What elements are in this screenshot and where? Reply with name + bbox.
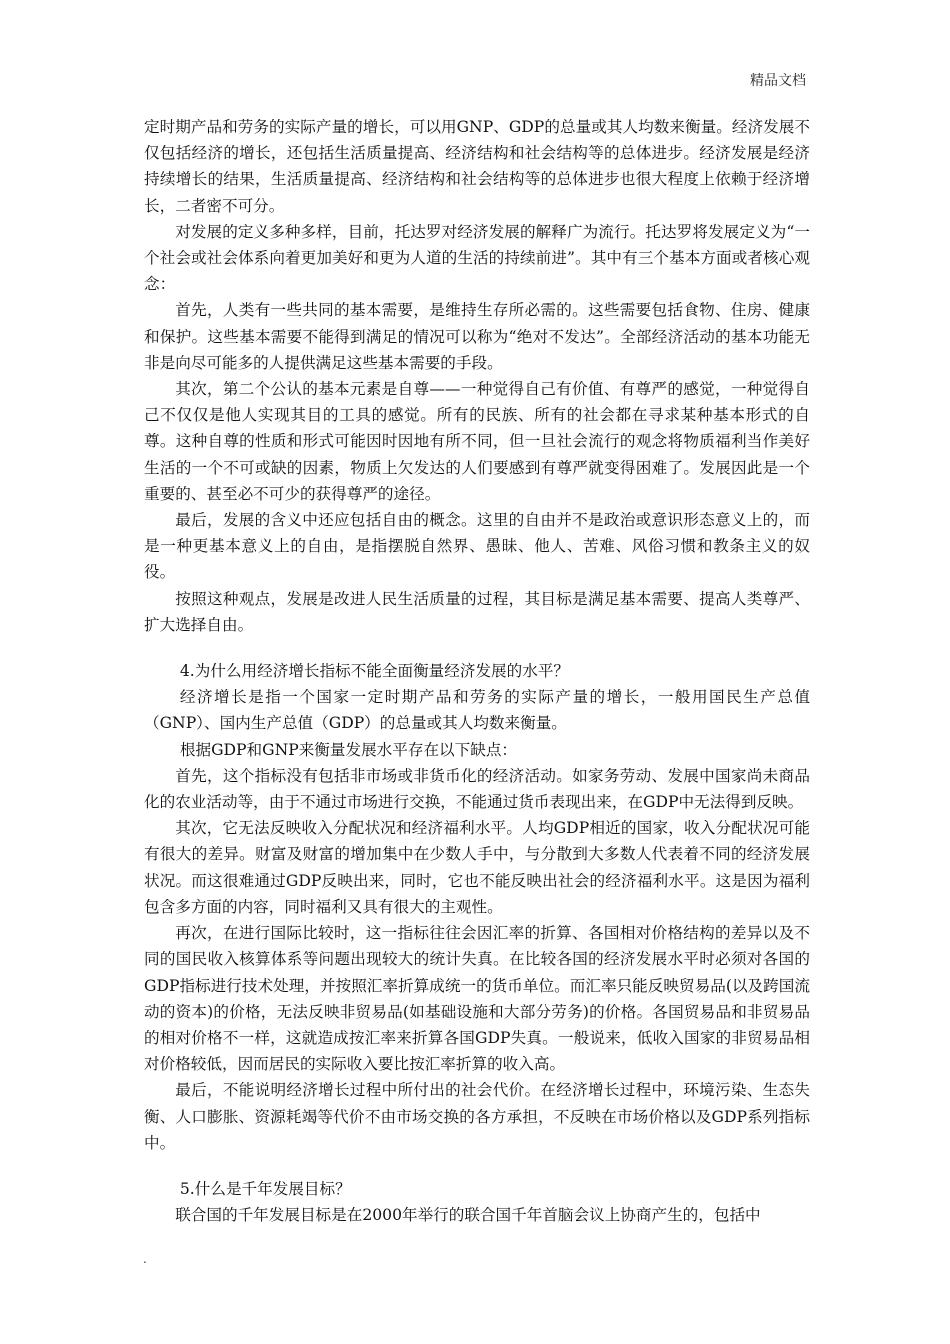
paragraph: 再次，在进行国际比较时，这一指标往往会因汇率的折算、各国相对价格结构的差异以及不同的国民收入核算体系等问题出现较大的统计失真。在比较各国的经济发展水平时必须对各国的GDP指标进行技术处理，并按照汇率折算成统一的货币单位。而汇率只能反映贸易品(以及跨国流动的资本)的价格，无法反映非贸易品(如基础设施和大部分劳务)的价格。各国贸易品和非贸易品的相对价格不一样，这就造成按汇率来折算各国GDP失真。一般说来，低收入国家的非贸易品相对价格较低，因而居民的实际收入要比按汇率折算的收入高。	[144, 924, 810, 1074]
paragraph: 首先，人类有一些共同的基本需要，是维持生存所必需的。这些需要包括食物、住房、健康和保护。这些基本需要不能得到满足的情况可以称为“绝对不发达”。全部经济活动的基本功能无非是向尽可能多的人提供满足这些基本需要的手段。	[144, 301, 810, 372]
paragraph: 对发展的定义多种多样，目前，托达罗对经济发展的解释广为流行。托达罗将发展定义为“一个社会或社会体系向着更加美好和更为人道的生活的持续前进”。其中有三个基本方面或者核心观念：	[144, 222, 810, 294]
paragraph: 经济增长是指一个国家一定时期产品和劳务的实际产量的增长，一般用国民生产总值（GNP）、国内生产总值（GDP）的总量或其人均数来衡量。	[144, 688, 810, 733]
paragraph: 其次，第二个公认的基本元素是自尊——一种觉得自己有价值、有尊严的感觉，一种觉得自己不仅仅是他人实现其目的工具的感觉。所有的民族、所有的社会都在寻求某种基本形式的自尊。这种自尊的性质和形式可能因时因地有所不同，但一旦社会流行的观念将物质福利当作美好生活的一个不可或缺的因素，物质上欠发达的人们要感到有尊严就变得困难了。发展因此是一个重要的、甚至必不可少的获得尊严的途径。	[144, 380, 810, 503]
paragraph: 根据GDP和GNP来衡量发展水平存在以下缺点：	[179, 740, 518, 759]
paragraph: 定时期产品和劳务的实际产量的增长，可以用GNP、GDP的总量或其人均数来衡量。经济发展不仅包括经济的增长，还包括生活质量提高、经济结构和社会结构等的总体进步。经济发展是经济持续增长的结果，生活质量提高、经济结构和社会结构等的总体进步也很大程度上依赖于经济增长，二者密不可分。	[144, 118, 810, 215]
section-heading: 5.什么是千年发展目标？	[179, 1179, 351, 1198]
footer-mark: .	[143, 1252, 147, 1266]
paragraph: 按照这种观点，发展是改进人民生活质量的过程，其目标是满足基本需要、提高人类尊严、扩大选择自由。	[144, 589, 810, 634]
paragraph: 最后，发展的含义中还应包括自由的概念。这里的自由并不是政治或意识形态意义上的，而是一种更基本意义上的自由，是指摆脱自然界、愚昧、他人、苦难、风俗习惯和教条主义的奴役。	[144, 511, 810, 582]
document-body	[144, 114, 810, 1228]
section-heading: 4.为什么用经济增长指标不能全面衡量经济发展的水平？	[179, 662, 570, 681]
page-header-label: 精品文档	[750, 73, 806, 89]
paragraph: 首先，这个指标没有包括非市场或非货币化的经济活动。如家务劳动、发展中国家尚未商品化的农业活动等，由于不通过市场进行交换，不能通过货币表现出来，在GDP中无法得到反映。	[144, 766, 810, 812]
paragraph: 联合国的千年发展目标是在2000年举行的联合国千年首脑会议上协商产生的，包括中	[175, 1206, 761, 1225]
paragraph: 最后，不能说明经济增长过程中所付出的社会代价。在经济增长过程中，环境污染、生态失衡、人口膨胀、资源耗竭等代价不由市场交换的各方承担，不反映在市场价格以及GDP系列指标中。	[144, 1081, 810, 1152]
paragraph: 其次，它无法反映收入分配状况和经济福利水平。人均GDP相近的国家，收入分配状况可能有很大的差异。财富及财富的增加集中在少数人手中，与分散到大多数人代表着不同的经济发展状况。而这很难通过GDP反映出来，同时，它也不能反映出社会的经济福利水平。这是因为福利包含多方面的内容，同时福利又具有很大的主观性。	[144, 819, 810, 916]
